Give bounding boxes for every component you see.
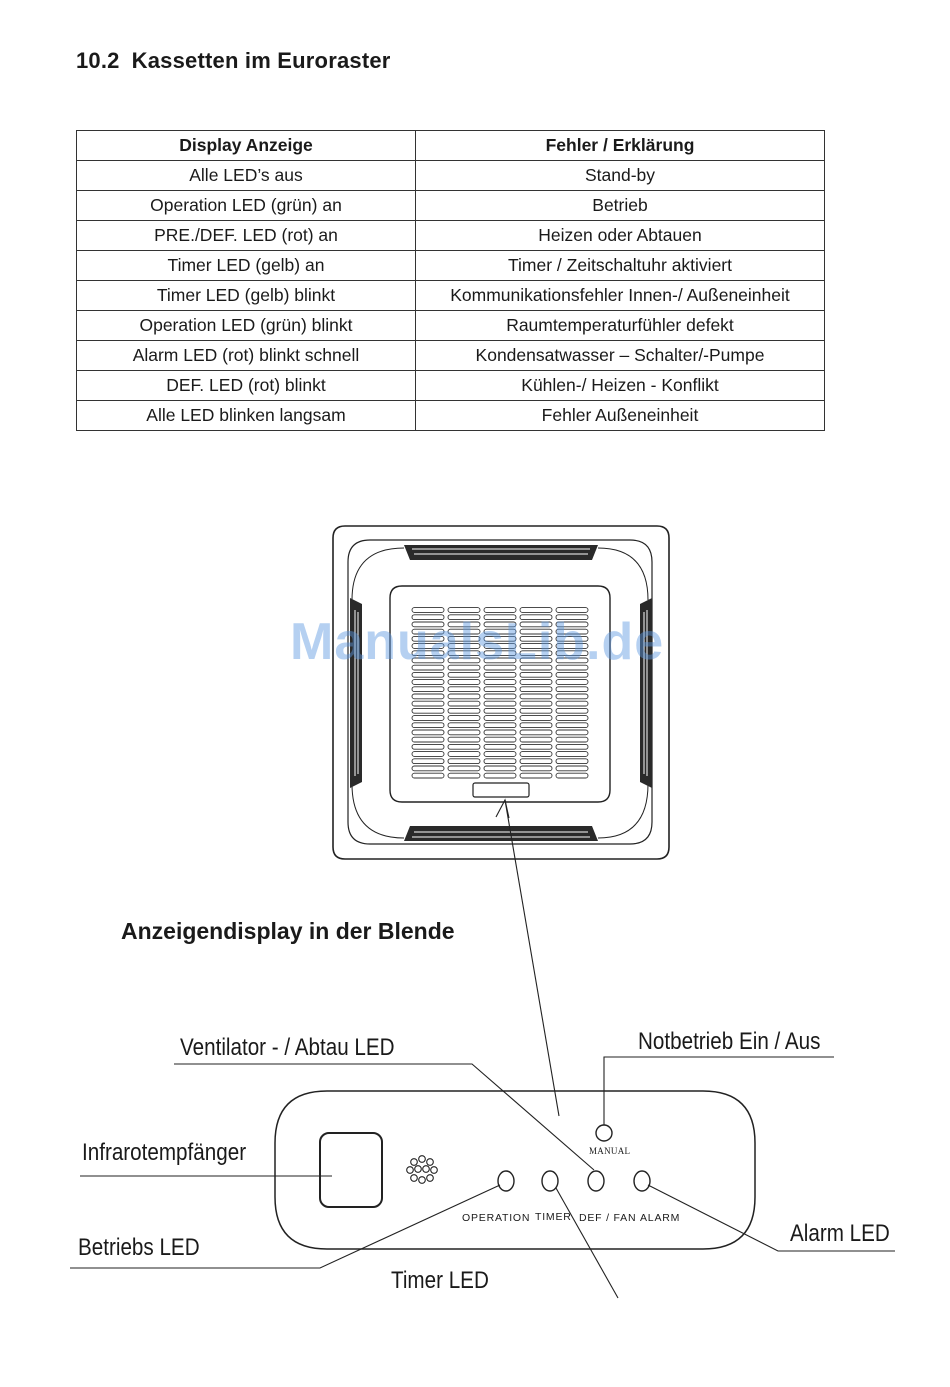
section-title: Kassetten im Euroraster [131, 48, 391, 73]
grille-slot [556, 766, 588, 771]
grille-slot [556, 723, 588, 728]
panel-label-timer: TIMER [535, 1211, 572, 1223]
grille-slot [556, 680, 588, 685]
grille-slot [520, 730, 552, 735]
cell-display: Alle LED’s aus [77, 161, 416, 191]
grille-slot [412, 766, 444, 771]
panel-label-def-fan: DEF / FAN [579, 1212, 637, 1224]
grille-slot [556, 716, 588, 721]
grille-slot [484, 737, 516, 742]
grille-slot [484, 723, 516, 728]
cell-display: Timer LED (gelb) an [77, 251, 416, 281]
grille-slot [412, 759, 444, 764]
grille-slot [556, 687, 588, 692]
grille-slot [520, 773, 552, 778]
cell-error: Kommunikationsfehler Innen-/ Außeneinheit [416, 281, 825, 311]
grille-slot [556, 737, 588, 742]
grille-slot [520, 737, 552, 742]
display-window [473, 783, 529, 797]
grille-slot [412, 737, 444, 742]
alarm-led-icon [634, 1171, 650, 1191]
grille-slot [448, 694, 480, 699]
grille-slot [448, 672, 480, 677]
grille-slot [448, 766, 480, 771]
callout-operation-led: Betriebs LED [78, 1234, 200, 1261]
grille-slot [412, 672, 444, 677]
grille-slot [520, 687, 552, 692]
cell-error: Betrieb [416, 191, 825, 221]
callout-alarm-led: Alarm LED [790, 1220, 890, 1247]
cell-error: Fehler Außeneinheit [416, 401, 825, 431]
grille-slot [556, 701, 588, 706]
grille-slot [412, 773, 444, 778]
grille-slot [484, 701, 516, 706]
grille-slot [556, 773, 588, 778]
panel-label-manual: MANUAL [589, 1146, 631, 1156]
grille-slot [448, 680, 480, 685]
grille-slot [484, 687, 516, 692]
cell-error: Timer / Zeitschaltuhr aktiviert [416, 251, 825, 281]
grille-slot [484, 716, 516, 721]
grille-slot [520, 694, 552, 699]
def-fan-led-icon [588, 1171, 604, 1191]
grille-slot [412, 687, 444, 692]
infrared-receiver-window [320, 1133, 382, 1207]
grille-slot [556, 730, 588, 735]
grille-slot [484, 773, 516, 778]
grille-slot [520, 759, 552, 764]
grille-slot [448, 737, 480, 742]
grille-slot [412, 680, 444, 685]
callout-infrared-receiver: Infrarotempfänger [82, 1139, 247, 1166]
cell-display: Timer LED (gelb) blinkt [77, 281, 416, 311]
grille-slot [484, 708, 516, 713]
operation-led-icon [498, 1171, 514, 1191]
grille-slot [448, 730, 480, 735]
grille-slot [412, 716, 444, 721]
cell-error: Heizen oder Abtauen [416, 221, 825, 251]
grille-slot [412, 723, 444, 728]
panel-label-operation: OPERATION [462, 1212, 531, 1224]
grille-slot [448, 716, 480, 721]
header-error: Fehler / Erklärung [416, 131, 825, 161]
grille-slot [484, 766, 516, 771]
grille-slot [520, 716, 552, 721]
grille-slot [484, 759, 516, 764]
panel-label-alarm: ALARM [640, 1212, 681, 1224]
grille-slot [412, 708, 444, 713]
grille-slot [484, 672, 516, 677]
cell-error: Stand-by [416, 161, 825, 191]
grille-slot [520, 701, 552, 706]
cell-display: PRE./DEF. LED (rot) an [77, 221, 416, 251]
diagram-caption: Anzeigendisplay in der Blende [121, 918, 455, 944]
grille-slot [484, 694, 516, 699]
grille-slot [520, 708, 552, 713]
grille-slot [448, 752, 480, 757]
grille-slot [412, 752, 444, 757]
watermark: ManualsLib.de [290, 613, 665, 671]
grille-slot [556, 672, 588, 677]
grille-slot [448, 687, 480, 692]
grille-slot [448, 773, 480, 778]
grille-slot [448, 723, 480, 728]
cell-display: Operation LED (grün) blinkt [77, 311, 416, 341]
display-panel [275, 1091, 755, 1249]
cell-display: Alarm LED (rot) blinkt schnell [77, 341, 416, 371]
grille-slot [448, 744, 480, 749]
grille-slot [484, 752, 516, 757]
grille-slot [556, 759, 588, 764]
grille-slot [412, 701, 444, 706]
cassette-outer-frame [333, 526, 669, 859]
header-display: Display Anzeige [77, 131, 416, 161]
grille-slot [520, 766, 552, 771]
grille-slot [484, 680, 516, 685]
grille-slot [520, 680, 552, 685]
grille-slot [484, 730, 516, 735]
cell-display: Alle LED blinken langsam [77, 401, 416, 431]
buzzer-holes-icon [407, 1156, 438, 1184]
grille-slot [556, 708, 588, 713]
cell-error: Kondensatwasser – Schalter/-Pumpe [416, 341, 825, 371]
cell-error: Raumtemperaturfühler defekt [416, 311, 825, 341]
grille-slot [520, 672, 552, 677]
grille-slot [556, 694, 588, 699]
callout-fan-defrost-led: Ventilator - / Abtau LED [180, 1034, 395, 1061]
section-number: 10.2 [76, 48, 120, 73]
grille-slot [412, 694, 444, 699]
cell-display: Operation LED (grün) an [77, 191, 416, 221]
grille-slot [520, 752, 552, 757]
grille-slot [412, 730, 444, 735]
cell-display: DEF. LED (rot) blinkt [77, 371, 416, 401]
manual-button-icon [596, 1125, 612, 1141]
timer-led-icon [542, 1171, 558, 1191]
grille-slot [520, 723, 552, 728]
callout-timer-led: Timer LED [391, 1267, 489, 1294]
grille-slot [448, 759, 480, 764]
grille-slot [556, 752, 588, 757]
grille-slot [556, 744, 588, 749]
grille-slot [412, 744, 444, 749]
cell-error: Kühlen-/ Heizen - Konflikt [416, 371, 825, 401]
grille-slot [520, 744, 552, 749]
grille-slot [484, 744, 516, 749]
grille-slot [448, 708, 480, 713]
grille-slot [448, 701, 480, 706]
callout-emergency-switch: Notbetrieb Ein / Aus [638, 1028, 821, 1055]
